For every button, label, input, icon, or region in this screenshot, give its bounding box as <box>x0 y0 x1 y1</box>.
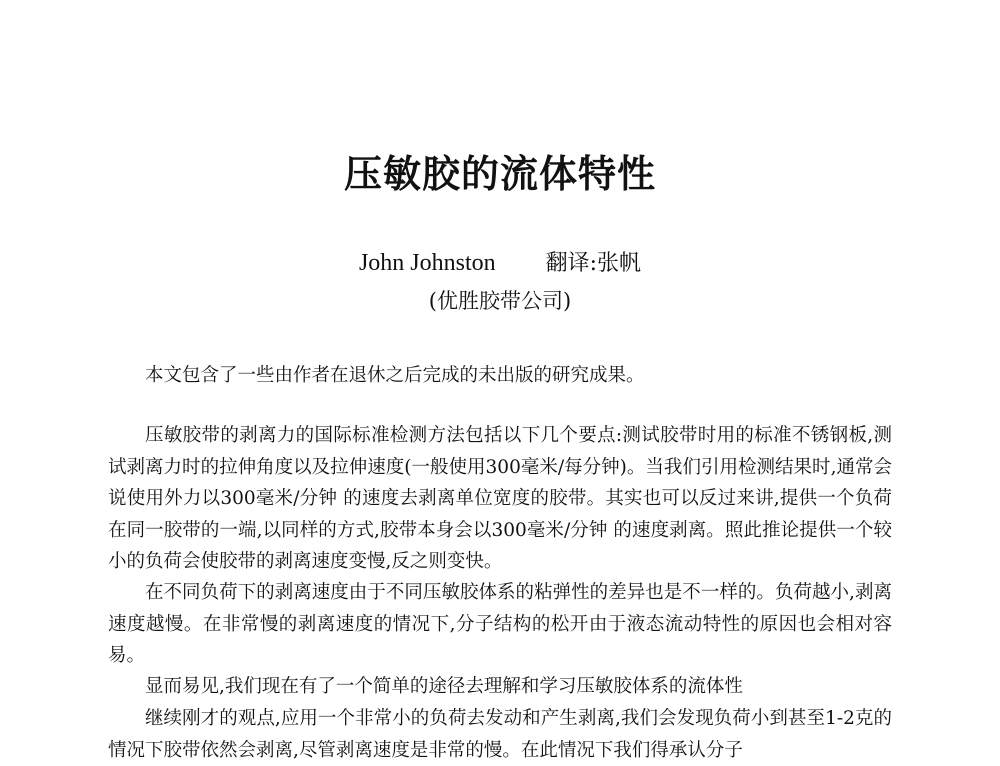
body-paragraph-2: 在不同负荷下的剥离速度由于不同压敏胶体系的粘弹性的差异也是不一样的。负荷越小,剥离速度越慢。在非常慢的剥离速度的情况下,分子结构的松开由于液态流动特性的原因也会相对容易。 <box>108 582 892 666</box>
body-paragraph-3: 显而易见,我们现在有了一个简单的途径去理解和学习压敏胶体系的流体性 <box>145 676 743 697</box>
abstract-paragraph: 本文包含了一些由作者在退休之后完成的未出版的研究成果。 <box>145 365 645 386</box>
affiliation: (优胜胶带公司) <box>428 289 572 313</box>
article-title: 压敏胶的流体特性 <box>343 152 656 196</box>
body-paragraph-1: 压敏胶带的剥离力的国际标准检测方法包括以下几个要点:测试胶带时用的标准不锈钢板,测试剥离力时的拉伸角度以及拉伸速度(一般使用300毫米/每分钟)。当我们引用检测结果时,通常会说使用外力以300毫米/分钟 的速度去剥离单位宽度的胶带。其实也可以反过来讲,提供一个负荷在同一胶带的一端,以同样的方式,胶带本身会以300毫米/分钟 的速度剥离。照此推论提供一个较小的负荷会使胶带的剥离速度变慢,反之则变快。 <box>108 425 892 572</box>
translator-credit: 翻译:张帆 <box>545 251 642 276</box>
body-paragraph-4: 继续刚才的观点,应用一个非常小的负荷去发动和产生剥离,我们会发现负荷小到甚至1-2克的情况下胶带依然会剥离,尽管剥离速度是非常的慢。在此情况下我们得承认分子 <box>108 708 892 761</box>
author-name: John Johnston <box>358 250 496 276</box>
byline <box>0 246 1000 277</box>
